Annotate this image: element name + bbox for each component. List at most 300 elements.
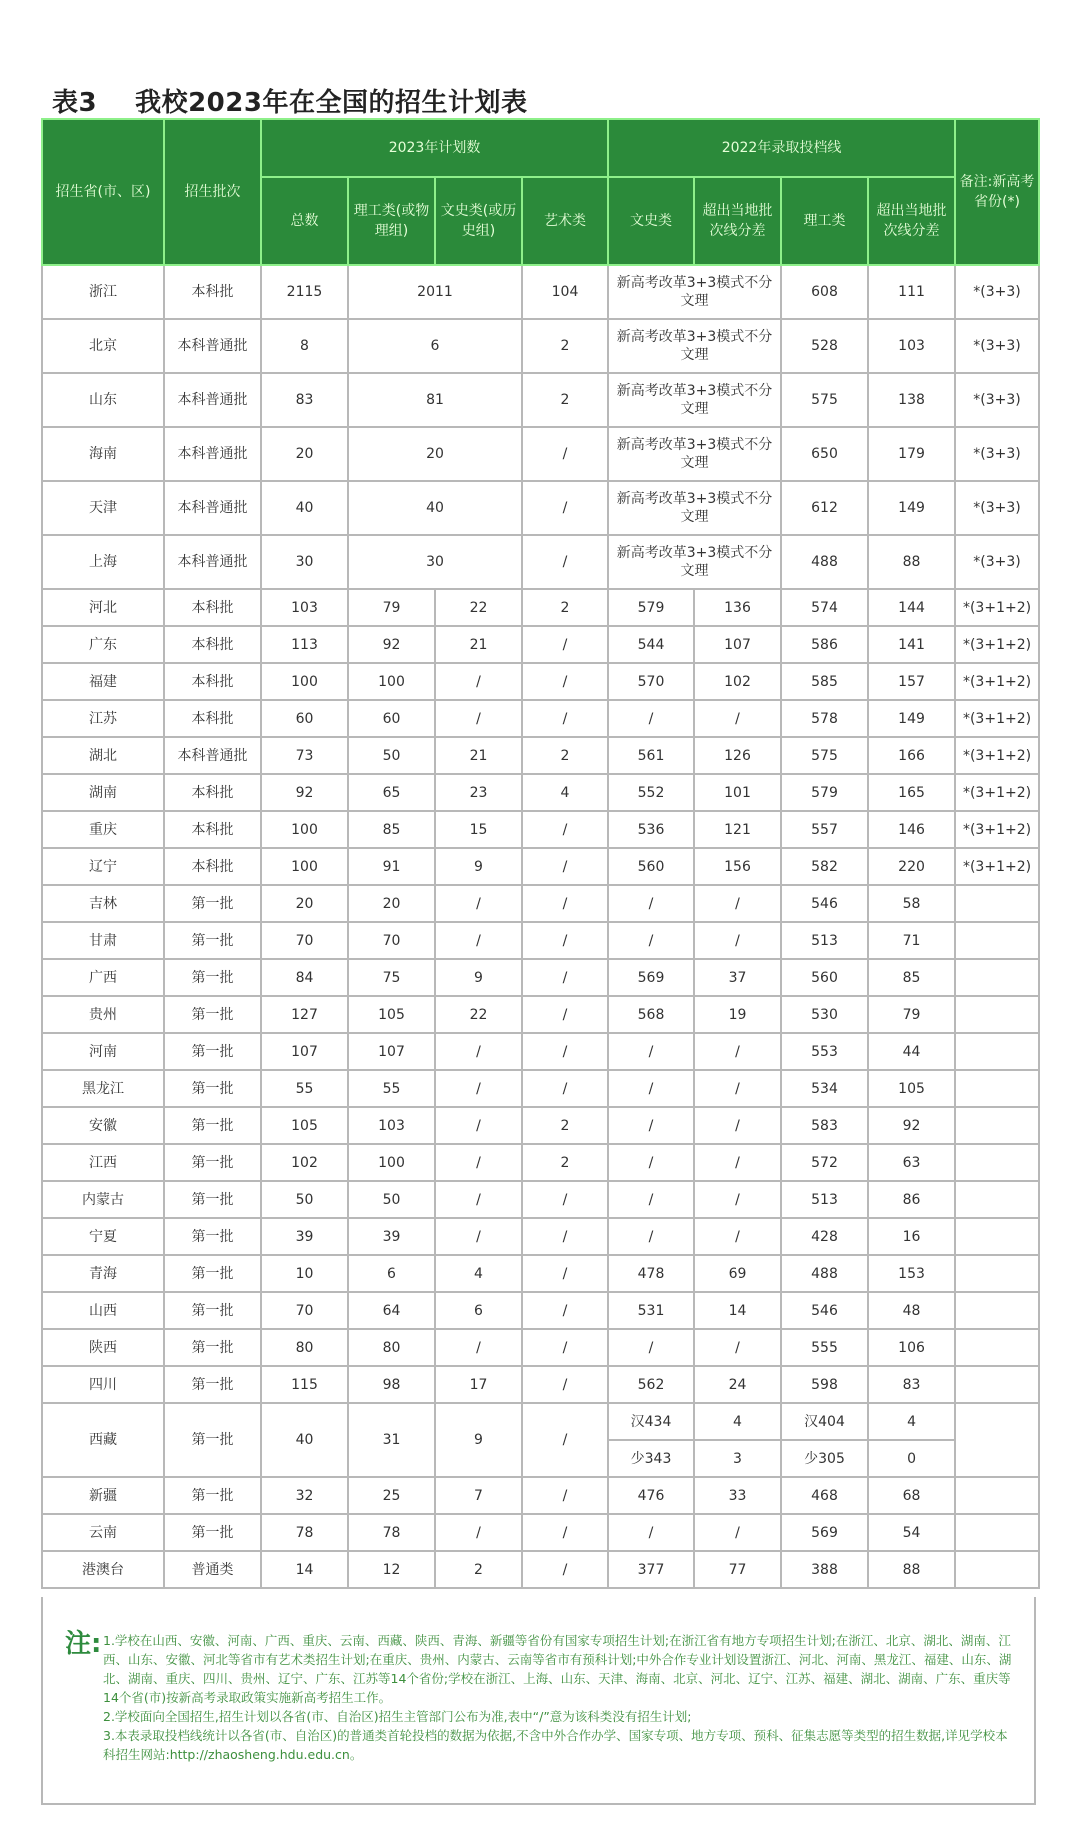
table-row bbox=[42, 885, 1039, 922]
score-liberal-diff-cell: 107 bbox=[694, 626, 781, 663]
batch-cell: 本科普通批 bbox=[164, 481, 261, 535]
score-science-cell: 488 bbox=[781, 535, 868, 589]
score-science-cell: 513 bbox=[781, 922, 868, 959]
header-plan-group: 2023年计划数 bbox=[261, 119, 608, 177]
table-row bbox=[42, 959, 1039, 996]
batch-cell: 本科普通批 bbox=[164, 319, 261, 373]
plan-total-cell: 60 bbox=[261, 700, 348, 737]
plan-combined-cell: 2011 bbox=[348, 265, 522, 319]
score-liberal-cell: / bbox=[608, 1144, 694, 1181]
plan-science-cell: 64 bbox=[348, 1292, 435, 1329]
score-liberal-cell: / bbox=[608, 1181, 694, 1218]
score-science-cell: 579 bbox=[781, 774, 868, 811]
plan-art-cell: / bbox=[522, 885, 608, 922]
province-cell: 湖南 bbox=[42, 774, 164, 811]
remark-cell: *(3+1+2) bbox=[955, 774, 1039, 811]
score-liberal-diff-cell: 121 bbox=[694, 811, 781, 848]
batch-cell: 第一批 bbox=[164, 922, 261, 959]
province-cell: 云南 bbox=[42, 1514, 164, 1551]
score-liberal-diff-cell: / bbox=[694, 1144, 781, 1181]
plan-total-cell: 40 bbox=[261, 1403, 348, 1477]
province-cell: 上海 bbox=[42, 535, 164, 589]
reform-note-cell: 新高考改革3+3模式不分文理 bbox=[608, 481, 781, 535]
batch-cell: 本科批 bbox=[164, 774, 261, 811]
score-science-cell: 534 bbox=[781, 1070, 868, 1107]
batch-cell: 第一批 bbox=[164, 1218, 261, 1255]
plan-total-cell: 105 bbox=[261, 1107, 348, 1144]
score-science-diff-cell: 4 bbox=[868, 1403, 955, 1440]
plan-science-cell: 85 bbox=[348, 811, 435, 848]
remark-cell bbox=[955, 996, 1039, 1033]
score-liberal-diff-cell: / bbox=[694, 1514, 781, 1551]
plan-science-cell: 100 bbox=[348, 663, 435, 700]
score-science-diff-cell: 48 bbox=[868, 1292, 955, 1329]
score-liberal-diff-cell: / bbox=[694, 1329, 781, 1366]
plan-science-cell: 39 bbox=[348, 1218, 435, 1255]
plan-art-cell: 4 bbox=[522, 774, 608, 811]
province-cell: 天津 bbox=[42, 481, 164, 535]
header-score-liberal: 文史类 bbox=[608, 177, 694, 265]
remark-cell bbox=[955, 1144, 1039, 1181]
score-science-diff-cell: 85 bbox=[868, 959, 955, 996]
remark-cell: *(3+3) bbox=[955, 427, 1039, 481]
reform-note-cell: 新高考改革3+3模式不分文理 bbox=[608, 265, 781, 319]
plan-total-cell: 100 bbox=[261, 848, 348, 885]
score-liberal-cell: / bbox=[608, 922, 694, 959]
score-science-cell: 598 bbox=[781, 1366, 868, 1403]
province-cell: 海南 bbox=[42, 427, 164, 481]
plan-liberal-cell: 7 bbox=[435, 1477, 522, 1514]
score-science-cell: 574 bbox=[781, 589, 868, 626]
score-science-diff-cell: 165 bbox=[868, 774, 955, 811]
score-liberal-cell: 汉434 bbox=[608, 1403, 694, 1440]
plan-total-cell: 80 bbox=[261, 1329, 348, 1366]
table-row bbox=[42, 265, 1039, 319]
plan-art-cell: / bbox=[522, 427, 608, 481]
score-science-diff-cell: 111 bbox=[868, 265, 955, 319]
score-science-diff-cell: 146 bbox=[868, 811, 955, 848]
plan-liberal-cell: / bbox=[435, 1144, 522, 1181]
plan-total-cell: 103 bbox=[261, 589, 348, 626]
plan-art-cell: / bbox=[522, 663, 608, 700]
header-province: 招生省(市、区) bbox=[42, 119, 164, 265]
score-science-cell: 546 bbox=[781, 1292, 868, 1329]
header-score-science: 理工类 bbox=[781, 177, 868, 265]
plan-science-cell: 12 bbox=[348, 1551, 435, 1588]
plan-total-cell: 73 bbox=[261, 737, 348, 774]
batch-cell: 第一批 bbox=[164, 1181, 261, 1218]
score-liberal-cell: 552 bbox=[608, 774, 694, 811]
notes-box bbox=[41, 1597, 1036, 1805]
plan-liberal-cell: 2 bbox=[435, 1551, 522, 1588]
score-liberal-diff-cell: 136 bbox=[694, 589, 781, 626]
score-science-diff-cell: 149 bbox=[868, 700, 955, 737]
batch-cell: 第一批 bbox=[164, 1033, 261, 1070]
plan-science-cell: 20 bbox=[348, 885, 435, 922]
table-title: 我校2023年在全国的招生计划表 bbox=[135, 88, 528, 118]
remark-cell bbox=[955, 1477, 1039, 1514]
remark-cell bbox=[955, 1329, 1039, 1366]
province-cell: 安徽 bbox=[42, 1107, 164, 1144]
header-plan-total: 总数 bbox=[261, 177, 348, 265]
remark-cell: *(3+1+2) bbox=[955, 737, 1039, 774]
remark-cell: *(3+3) bbox=[955, 535, 1039, 589]
score-science-diff-cell: 144 bbox=[868, 589, 955, 626]
plan-total-cell: 113 bbox=[261, 626, 348, 663]
remark-cell: *(3+1+2) bbox=[955, 663, 1039, 700]
score-liberal-cell: 560 bbox=[608, 848, 694, 885]
plan-total-cell: 115 bbox=[261, 1366, 348, 1403]
table-row bbox=[42, 319, 1039, 373]
remark-cell bbox=[955, 1292, 1039, 1329]
plan-total-cell: 40 bbox=[261, 481, 348, 535]
remark-cell bbox=[955, 1366, 1039, 1403]
batch-cell: 第一批 bbox=[164, 959, 261, 996]
plan-art-cell: / bbox=[522, 1070, 608, 1107]
plan-combined-cell: 81 bbox=[348, 373, 522, 427]
score-liberal-cell: 377 bbox=[608, 1551, 694, 1588]
score-liberal-diff-cell: / bbox=[694, 1218, 781, 1255]
table-number: 表3 bbox=[52, 88, 98, 118]
plan-total-cell: 8 bbox=[261, 319, 348, 373]
table-row bbox=[42, 481, 1039, 535]
header-plan-art: 艺术类 bbox=[522, 177, 608, 265]
province-cell: 山西 bbox=[42, 1292, 164, 1329]
score-liberal-cell: / bbox=[608, 1218, 694, 1255]
table-row bbox=[42, 1144, 1039, 1181]
score-science-diff-cell: 0 bbox=[868, 1440, 955, 1477]
score-science-cell: 586 bbox=[781, 626, 868, 663]
score-science-cell: 560 bbox=[781, 959, 868, 996]
score-science-diff-cell: 44 bbox=[868, 1033, 955, 1070]
plan-total-cell: 70 bbox=[261, 922, 348, 959]
score-liberal-diff-cell: 102 bbox=[694, 663, 781, 700]
plan-art-cell: / bbox=[522, 535, 608, 589]
remark-cell: *(3+1+2) bbox=[955, 700, 1039, 737]
province-cell: 陕西 bbox=[42, 1329, 164, 1366]
batch-cell: 第一批 bbox=[164, 1255, 261, 1292]
score-science-cell: 650 bbox=[781, 427, 868, 481]
remark-cell: *(3+1+2) bbox=[955, 811, 1039, 848]
plan-science-cell: 78 bbox=[348, 1514, 435, 1551]
score-liberal-cell: / bbox=[608, 1033, 694, 1070]
header-remark: 备注:新高考省份(*) bbox=[955, 119, 1039, 265]
province-cell: 黑龙江 bbox=[42, 1070, 164, 1107]
reform-note-cell: 新高考改革3+3模式不分文理 bbox=[608, 427, 781, 481]
score-liberal-cell: / bbox=[608, 1107, 694, 1144]
score-science-diff-cell: 68 bbox=[868, 1477, 955, 1514]
plan-art-cell: 2 bbox=[522, 589, 608, 626]
plan-art-cell: / bbox=[522, 811, 608, 848]
table-row bbox=[42, 663, 1039, 700]
plan-liberal-cell: 9 bbox=[435, 848, 522, 885]
plan-science-cell: 103 bbox=[348, 1107, 435, 1144]
score-science-cell: 555 bbox=[781, 1329, 868, 1366]
plan-science-cell: 50 bbox=[348, 1181, 435, 1218]
plan-liberal-cell: 21 bbox=[435, 626, 522, 663]
province-cell: 广西 bbox=[42, 959, 164, 996]
plan-art-cell: / bbox=[522, 1033, 608, 1070]
enrollment-plan-table bbox=[41, 118, 1040, 1589]
score-liberal-cell: 562 bbox=[608, 1366, 694, 1403]
province-cell: 港澳台 bbox=[42, 1551, 164, 1588]
province-cell: 西藏 bbox=[42, 1403, 164, 1477]
plan-art-cell: / bbox=[522, 1514, 608, 1551]
table-row bbox=[42, 1033, 1039, 1070]
table-row bbox=[42, 1403, 1039, 1440]
score-liberal-diff-cell: 37 bbox=[694, 959, 781, 996]
batch-cell: 第一批 bbox=[164, 1366, 261, 1403]
plan-liberal-cell: / bbox=[435, 663, 522, 700]
province-cell: 山东 bbox=[42, 373, 164, 427]
table-row bbox=[42, 1070, 1039, 1107]
score-liberal-cell: 536 bbox=[608, 811, 694, 848]
province-cell: 贵州 bbox=[42, 996, 164, 1033]
score-science-diff-cell: 71 bbox=[868, 922, 955, 959]
plan-liberal-cell: 22 bbox=[435, 589, 522, 626]
score-science-cell: 585 bbox=[781, 663, 868, 700]
note-item-1: 1.学校在山西、安徽、河南、广西、重庆、云南、西藏、陕西、青海、新疆等省份有国家专项招生计划;在浙江省有地方专项招生计划;在浙江、北京、湖北、湖南、江西、山东、安徽、河北等省市有艺术类招生计划;在重庆、贵州、内蒙古、云南等省市有预科计划;中外合作专业计划设置浙江、河北、河南、黑龙江、福建、山东、湖北、湖南、重庆、四川、贵州、辽宁、广东、江苏等14个省份;学校在浙江、上海、山东、天津、海南、北京、河北、辽宁、江苏、福建、湖北、湖南、广东、重庆等14个省(市)按新高考录取政策实施新高考招生工作。 bbox=[103, 1633, 1012, 1705]
batch-cell: 本科批 bbox=[164, 589, 261, 626]
score-science-cell: 488 bbox=[781, 1255, 868, 1292]
plan-art-cell: / bbox=[522, 996, 608, 1033]
table-row bbox=[42, 1551, 1039, 1588]
plan-total-cell: 32 bbox=[261, 1477, 348, 1514]
remark-cell bbox=[955, 1255, 1039, 1292]
score-science-cell: 578 bbox=[781, 700, 868, 737]
plan-science-cell: 92 bbox=[348, 626, 435, 663]
plan-total-cell: 92 bbox=[261, 774, 348, 811]
batch-cell: 第一批 bbox=[164, 885, 261, 922]
score-science-diff-cell: 54 bbox=[868, 1514, 955, 1551]
batch-cell: 第一批 bbox=[164, 1070, 261, 1107]
plan-science-cell: 31 bbox=[348, 1403, 435, 1477]
header-plan-liberal: 文史类(或历史组) bbox=[435, 177, 522, 265]
score-science-diff-cell: 141 bbox=[868, 626, 955, 663]
score-science-diff-cell: 157 bbox=[868, 663, 955, 700]
header-score-science-diff: 超出当地批次线分差 bbox=[868, 177, 955, 265]
plan-total-cell: 102 bbox=[261, 1144, 348, 1181]
plan-total-cell: 39 bbox=[261, 1218, 348, 1255]
plan-total-cell: 50 bbox=[261, 1181, 348, 1218]
plan-total-cell: 10 bbox=[261, 1255, 348, 1292]
plan-science-cell: 60 bbox=[348, 700, 435, 737]
remark-cell: *(3+3) bbox=[955, 481, 1039, 535]
plan-liberal-cell: / bbox=[435, 700, 522, 737]
score-science-diff-cell: 88 bbox=[868, 1551, 955, 1588]
score-science-diff-cell: 92 bbox=[868, 1107, 955, 1144]
score-science-cell: 513 bbox=[781, 1181, 868, 1218]
score-science-cell: 少305 bbox=[781, 1440, 868, 1477]
plan-liberal-cell: 9 bbox=[435, 1403, 522, 1477]
plan-total-cell: 2115 bbox=[261, 265, 348, 319]
plan-total-cell: 70 bbox=[261, 1292, 348, 1329]
plan-science-cell: 100 bbox=[348, 1144, 435, 1181]
score-science-diff-cell: 86 bbox=[868, 1181, 955, 1218]
remark-cell: *(3+3) bbox=[955, 373, 1039, 427]
remark-cell: *(3+3) bbox=[955, 319, 1039, 373]
batch-cell: 本科普通批 bbox=[164, 427, 261, 481]
plan-art-cell: / bbox=[522, 1551, 608, 1588]
batch-cell: 第一批 bbox=[164, 1329, 261, 1366]
score-liberal-cell: 544 bbox=[608, 626, 694, 663]
table-row bbox=[42, 811, 1039, 848]
table-row bbox=[42, 373, 1039, 427]
plan-art-cell: / bbox=[522, 922, 608, 959]
score-liberal-diff-cell: 126 bbox=[694, 737, 781, 774]
score-science-diff-cell: 220 bbox=[868, 848, 955, 885]
score-liberal-cell: 476 bbox=[608, 1477, 694, 1514]
plan-art-cell: / bbox=[522, 1255, 608, 1292]
batch-cell: 本科批 bbox=[164, 811, 261, 848]
batch-cell: 本科普通批 bbox=[164, 373, 261, 427]
batch-cell: 第一批 bbox=[164, 1514, 261, 1551]
remark-cell: *(3+3) bbox=[955, 265, 1039, 319]
score-liberal-cell: / bbox=[608, 1329, 694, 1366]
note-item-2: 2.学校面向全国招生,招生计划以各省(市、自治区)招生主管部门公布为准,表中“/”意为该科类没有招生计划; bbox=[103, 1709, 692, 1724]
table-row bbox=[42, 700, 1039, 737]
plan-liberal-cell: 4 bbox=[435, 1255, 522, 1292]
plan-total-cell: 107 bbox=[261, 1033, 348, 1070]
score-science-diff-cell: 106 bbox=[868, 1329, 955, 1366]
score-liberal-diff-cell: / bbox=[694, 922, 781, 959]
batch-cell: 第一批 bbox=[164, 1477, 261, 1514]
plan-art-cell: 2 bbox=[522, 373, 608, 427]
remark-cell bbox=[955, 1033, 1039, 1070]
score-science-cell: 608 bbox=[781, 265, 868, 319]
plan-total-cell: 84 bbox=[261, 959, 348, 996]
remark-cell bbox=[955, 922, 1039, 959]
table-row bbox=[42, 922, 1039, 959]
table-row bbox=[42, 535, 1039, 589]
plan-total-cell: 83 bbox=[261, 373, 348, 427]
score-science-diff-cell: 79 bbox=[868, 996, 955, 1033]
score-science-cell: 612 bbox=[781, 481, 868, 535]
plan-total-cell: 78 bbox=[261, 1514, 348, 1551]
plan-science-cell: 107 bbox=[348, 1033, 435, 1070]
batch-cell: 第一批 bbox=[164, 1144, 261, 1181]
remark-cell: *(3+1+2) bbox=[955, 626, 1039, 663]
reform-note-cell: 新高考改革3+3模式不分文理 bbox=[608, 535, 781, 589]
score-liberal-diff-cell: / bbox=[694, 700, 781, 737]
batch-cell: 本科批 bbox=[164, 700, 261, 737]
plan-art-cell: / bbox=[522, 1366, 608, 1403]
header-score-group: 2022年录取投档线 bbox=[608, 119, 955, 177]
score-science-cell: 557 bbox=[781, 811, 868, 848]
plan-liberal-cell: 22 bbox=[435, 996, 522, 1033]
score-science-diff-cell: 149 bbox=[868, 481, 955, 535]
plan-liberal-cell: / bbox=[435, 1107, 522, 1144]
province-cell: 广东 bbox=[42, 626, 164, 663]
batch-cell: 普通类 bbox=[164, 1551, 261, 1588]
score-science-diff-cell: 103 bbox=[868, 319, 955, 373]
batch-cell: 第一批 bbox=[164, 1107, 261, 1144]
score-liberal-diff-cell: 24 bbox=[694, 1366, 781, 1403]
batch-cell: 本科批 bbox=[164, 265, 261, 319]
plan-liberal-cell: / bbox=[435, 885, 522, 922]
plan-art-cell: / bbox=[522, 700, 608, 737]
province-cell: 吉林 bbox=[42, 885, 164, 922]
plan-art-cell: / bbox=[522, 1218, 608, 1255]
plan-liberal-cell: / bbox=[435, 1070, 522, 1107]
province-cell: 甘肃 bbox=[42, 922, 164, 959]
plan-combined-cell: 30 bbox=[348, 535, 522, 589]
plan-art-cell: / bbox=[522, 626, 608, 663]
table-row bbox=[42, 737, 1039, 774]
plan-science-cell: 80 bbox=[348, 1329, 435, 1366]
plan-art-cell: 2 bbox=[522, 1107, 608, 1144]
plan-science-cell: 6 bbox=[348, 1255, 435, 1292]
score-science-cell: 575 bbox=[781, 373, 868, 427]
score-science-diff-cell: 58 bbox=[868, 885, 955, 922]
score-science-diff-cell: 138 bbox=[868, 373, 955, 427]
score-liberal-cell: / bbox=[608, 1514, 694, 1551]
score-science-cell: 汉404 bbox=[781, 1403, 868, 1440]
reform-note-cell: 新高考改革3+3模式不分文理 bbox=[608, 373, 781, 427]
score-liberal-cell: 579 bbox=[608, 589, 694, 626]
plan-art-cell: / bbox=[522, 848, 608, 885]
score-liberal-diff-cell: / bbox=[694, 1033, 781, 1070]
plan-art-cell: / bbox=[522, 959, 608, 996]
plan-science-cell: 55 bbox=[348, 1070, 435, 1107]
remark-cell bbox=[955, 1551, 1039, 1588]
score-science-cell: 528 bbox=[781, 319, 868, 373]
score-science-diff-cell: 153 bbox=[868, 1255, 955, 1292]
plan-science-cell: 91 bbox=[348, 848, 435, 885]
remark-cell bbox=[955, 1070, 1039, 1107]
plan-liberal-cell: 23 bbox=[435, 774, 522, 811]
score-liberal-diff-cell: / bbox=[694, 1107, 781, 1144]
plan-art-cell: / bbox=[522, 481, 608, 535]
province-cell: 青海 bbox=[42, 1255, 164, 1292]
remark-cell: *(3+1+2) bbox=[955, 589, 1039, 626]
score-liberal-diff-cell: 3 bbox=[694, 1440, 781, 1477]
province-cell: 北京 bbox=[42, 319, 164, 373]
remark-cell bbox=[955, 1218, 1039, 1255]
plan-science-cell: 65 bbox=[348, 774, 435, 811]
plan-art-cell: 104 bbox=[522, 265, 608, 319]
table-row bbox=[42, 848, 1039, 885]
score-liberal-cell: 531 bbox=[608, 1292, 694, 1329]
plan-liberal-cell: / bbox=[435, 1329, 522, 1366]
province-cell: 宁夏 bbox=[42, 1218, 164, 1255]
score-liberal-diff-cell: 14 bbox=[694, 1292, 781, 1329]
plan-art-cell: 2 bbox=[522, 737, 608, 774]
score-liberal-diff-cell: 33 bbox=[694, 1477, 781, 1514]
plan-total-cell: 127 bbox=[261, 996, 348, 1033]
plan-science-cell: 75 bbox=[348, 959, 435, 996]
province-cell: 湖北 bbox=[42, 737, 164, 774]
header-plan-science: 理工类(或物理组) bbox=[348, 177, 435, 265]
score-science-cell: 553 bbox=[781, 1033, 868, 1070]
plan-total-cell: 14 bbox=[261, 1551, 348, 1588]
plan-total-cell: 55 bbox=[261, 1070, 348, 1107]
batch-cell: 第一批 bbox=[164, 996, 261, 1033]
plan-liberal-cell: 21 bbox=[435, 737, 522, 774]
score-science-cell: 388 bbox=[781, 1551, 868, 1588]
plan-liberal-cell: / bbox=[435, 1033, 522, 1070]
score-liberal-cell: 少343 bbox=[608, 1440, 694, 1477]
province-cell: 四川 bbox=[42, 1366, 164, 1403]
batch-cell: 本科批 bbox=[164, 626, 261, 663]
score-liberal-diff-cell: 101 bbox=[694, 774, 781, 811]
score-liberal-cell: 478 bbox=[608, 1255, 694, 1292]
plan-science-cell: 25 bbox=[348, 1477, 435, 1514]
province-cell: 河北 bbox=[42, 589, 164, 626]
table-row bbox=[42, 1366, 1039, 1403]
batch-cell: 本科批 bbox=[164, 663, 261, 700]
table-row bbox=[42, 996, 1039, 1033]
